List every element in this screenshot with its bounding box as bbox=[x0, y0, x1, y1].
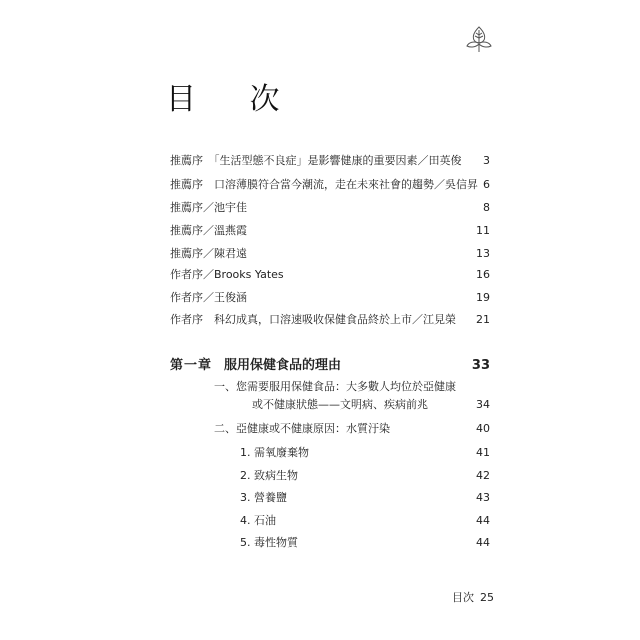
toc-entry bbox=[170, 245, 490, 263]
toc-section bbox=[214, 378, 490, 414]
entry-text: 推薦序／溫燕霞 bbox=[170, 224, 247, 237]
entry-page: 8 bbox=[483, 201, 490, 214]
toc-entry bbox=[170, 222, 490, 240]
subsection-text: 3. 營養鹽 bbox=[240, 491, 287, 504]
footer-page-number: 25 bbox=[480, 591, 494, 604]
chapter-heading bbox=[170, 356, 490, 376]
subsection-text: 4. 石油 bbox=[240, 514, 276, 527]
entry-page: 3 bbox=[483, 154, 490, 167]
leaf-ornament-icon bbox=[464, 24, 494, 54]
entry-page: 6 bbox=[483, 178, 490, 191]
section-page: 40 bbox=[476, 422, 490, 435]
toc-entry bbox=[170, 311, 490, 329]
chapter-number: 第一章 bbox=[170, 358, 213, 373]
chapter-page: 33 bbox=[471, 358, 490, 373]
toc-entry bbox=[170, 152, 490, 170]
entry-text: 推薦序 「生活型態不良症」是影響健康的重要因素／田英俊 bbox=[170, 154, 462, 167]
toc-subsection bbox=[240, 444, 490, 462]
toc-entry bbox=[170, 199, 490, 217]
subsection-text: 5. 毒性物質 bbox=[240, 536, 298, 549]
page-footer bbox=[446, 590, 494, 606]
subsection-page: 43 bbox=[476, 491, 490, 504]
section-page: 34 bbox=[476, 398, 490, 411]
subsection-text: 1. 需氧廢棄物 bbox=[240, 446, 309, 459]
entry-text: 作者序 科幻成真，口溶速吸收保健食品終於上市／江見榮 bbox=[170, 313, 456, 326]
toc-entry bbox=[170, 176, 490, 194]
section-title: 一、您需要服用保健食品：大多數人均位於亞健康 bbox=[214, 380, 456, 393]
subsection-page: 42 bbox=[476, 469, 490, 482]
entry-text: 作者序／王俊涵 bbox=[170, 291, 247, 304]
section-title-continued: 或不健康狀態——文明病、疾病前兆 bbox=[252, 398, 428, 411]
entry-page: 11 bbox=[476, 224, 490, 237]
footer-section-label: 目次 bbox=[452, 591, 474, 604]
subsection-page: 44 bbox=[476, 536, 490, 549]
entry-text: 推薦序／池宇佳 bbox=[170, 201, 247, 214]
entry-text: 推薦序 口溶薄膜符合當今潮流，走在未來社會的趨勢／吳信昇 bbox=[170, 178, 478, 191]
toc-section bbox=[214, 420, 490, 438]
entry-text: 推薦序／陳君遠 bbox=[170, 247, 247, 260]
toc-subsection bbox=[240, 489, 490, 507]
entry-page: 19 bbox=[476, 291, 490, 304]
entry-page: 21 bbox=[476, 313, 490, 326]
entry-page: 16 bbox=[476, 268, 490, 281]
page-title: 目 次 bbox=[166, 82, 302, 117]
toc-subsection bbox=[240, 467, 490, 485]
entry-page: 13 bbox=[476, 247, 490, 260]
subsection-page: 41 bbox=[476, 446, 490, 459]
subsection-page: 44 bbox=[476, 514, 490, 527]
chapter-title: 服用保健食品的理由 bbox=[224, 358, 342, 373]
section-title: 二、亞健康或不健康原因：水質汙染 bbox=[214, 422, 390, 435]
entry-text: 作者序／Brooks Yates bbox=[170, 268, 284, 281]
toc-subsection bbox=[240, 534, 490, 552]
toc-subsection bbox=[240, 512, 490, 530]
toc-entry bbox=[170, 266, 490, 284]
subsection-text: 2. 致病生物 bbox=[240, 469, 298, 482]
toc-entry bbox=[170, 289, 490, 307]
